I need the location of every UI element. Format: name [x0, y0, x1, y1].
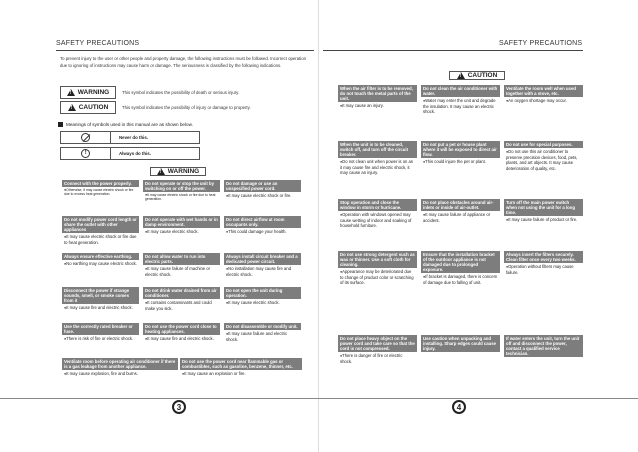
warning-bar-label: WARNING: [167, 168, 200, 175]
warning-heading: Do not modify power cord length or share the outlet with other appliances: [62, 216, 139, 233]
legend-caution: [60, 101, 300, 114]
warning-cell: [143, 323, 220, 342]
caution-description: This symbol indicates the possibility of injury or damage to property.: [122, 105, 251, 110]
warning-wide-bullet: ● It may cause an explosion or fire.: [180, 370, 302, 377]
warning-bullet: ● It may cause failure of machine or electric shock.: [143, 265, 220, 277]
caution-bullet: ● It may cause an injury.: [338, 102, 417, 109]
warning-bullet: ● It may cause electric shock or fire.: [224, 192, 301, 199]
caution-bullet: ● Do not use this air conditioner to preserve precision devices, food, pets, plants, and art objects. It may cause deterioration of quality, etc.: [504, 148, 583, 171]
warning-cell: [143, 180, 220, 201]
warning-cell: [143, 253, 220, 277]
caution-cell: [504, 85, 583, 104]
caution-heading: Always insert the filters securely. Clean filter once every two weeks.: [504, 251, 583, 263]
warning-heading: Connect with the power properly.: [62, 180, 139, 187]
warning-cell: [62, 323, 139, 342]
prohibit-icon: [81, 133, 90, 142]
caution-bar-icon: [457, 72, 465, 79]
caution-triangle-icon: [68, 104, 76, 111]
warning-cell: [224, 287, 301, 306]
intro-text: To prevent injury to the user or other people and property damage, the following instructions must be followed. Incorrect operation due to ignoring of instructions may cause harm or damage. The seriousness is classified by the following indications.: [60, 56, 307, 68]
page-header-right: SAFETY PRECAUTIONS: [499, 40, 583, 47]
warning-heading: Do not damage or use an unspecified power cord.: [224, 180, 301, 192]
caution-bullet: ● This could injure the pet or plant.: [421, 158, 500, 165]
symbol-row-always: [60, 147, 200, 160]
caution-cell: [338, 251, 417, 286]
caution-bullet: ● If bracket is damaged, there is concern of damage due to falling of unit.: [421, 273, 500, 285]
warning-cell: [62, 180, 139, 196]
warning-heading: Do not operate or stop the unit by switching on or off the power.: [143, 180, 220, 192]
meanings-title: [58, 122, 193, 127]
warning-cell: [224, 180, 301, 199]
caution-bullet: ● Operation without filters may cause failure.: [504, 263, 583, 275]
caution-heading: When the air filter is to be removed, do not touch the metal parts of the unit.: [338, 85, 417, 102]
caution-cell: [338, 141, 417, 176]
warning-wide-bullet: ● It may cause explosion, fire and burns.: [62, 370, 178, 377]
page-number-right: 4: [452, 400, 466, 414]
page-header: SAFETY PRECAUTIONS: [56, 40, 140, 47]
symbol-always-text: Always do this.: [119, 151, 151, 156]
caution-bar: [449, 71, 505, 80]
caution-bullet: ● There is danger of fire or electric shock.: [338, 352, 417, 364]
caution-bullet: ● Do not clean unit when power is on as it may cause fire and electric shock, it may cause an injury.: [338, 158, 417, 176]
warning-cell: [62, 216, 139, 245]
caution-heading: Ensure that the installation bracket of the outdoor appliance is not damaged due to prolonged exposure.: [421, 251, 500, 273]
caution-heading: Stop operation and close the window in storm or hurricane.: [338, 199, 417, 211]
caution-bullet: ● It may cause failure of product or fire.: [504, 216, 583, 223]
warning-cell: [62, 287, 139, 311]
header-rule-right: [323, 50, 583, 51]
caution-grid: [338, 85, 583, 395]
warning-wide-cell: [62, 358, 178, 377]
caution-cell: [421, 335, 500, 352]
warning-bullet: ● It may cause failure and electric shock.: [224, 330, 301, 342]
warning-heading: Do not open the unit during operation.: [224, 287, 301, 299]
warning-bullet: ● There is risk of fire or electric shock.: [62, 335, 139, 342]
warning-heading: Always ensure effective earthing.: [62, 253, 139, 260]
caution-heading: Ventilate the room well when used together with a stove, etc.: [504, 85, 583, 97]
warning-wide-heading: Do not use the power cord near flammable gas or combustibles, such as gasoline, benzene, thinner, etc.: [180, 358, 302, 370]
caution-bullet: ● It may cause failure of appliance or accident.: [421, 211, 500, 223]
warning-grid: [62, 180, 302, 395]
warning-heading: Do not direct airflow at room occupants only.: [224, 216, 301, 228]
warning-wide-heading: Ventilate room before operating air conditioner if there is a gas leakage from another appliance.: [62, 358, 178, 370]
caution-heading: If water enters the unit, turn the unit off and disconnect the power, contact a qualified service technician.: [504, 335, 583, 357]
caution-label: CAUTION: [78, 104, 109, 111]
caution-cell: [504, 335, 583, 357]
caution-heading: Do not clean the air conditioner with water.: [421, 85, 500, 97]
warning-bullet: ● It may cause electric shock or fire due to heat generation.: [143, 192, 220, 201]
caution-cell: [338, 199, 417, 229]
warning-bullet: ● This could damage your health.: [224, 228, 301, 235]
warning-heading: Do not allow water to run into electric parts.: [143, 253, 220, 265]
exclamation-icon: [81, 149, 90, 158]
caution-heading: When the unit is to be cleaned, switch off, and turn off the circuit breaker.: [338, 141, 417, 158]
warning-bullet: ● It contains contaminants and could make you sick.: [143, 299, 220, 311]
caution-heading: Do not use strong detergent such as wax or thinner. Use a soft cloth for cleaning.: [338, 251, 417, 268]
header-rule: [56, 50, 314, 51]
meanings-text: Meanings of symbols used in this manual are as shown below.: [66, 122, 193, 127]
warning-heading: Disconnect the power if strange sounds, smell, or smoke comes from it: [62, 287, 139, 304]
caution-cell: [338, 335, 417, 364]
square-bullet-icon: [58, 122, 63, 127]
symbol-row-never: [60, 131, 200, 144]
caution-heading: Turn off the main power switch when not using the unit for a long time.: [504, 199, 583, 216]
warning-bullet: ● Otherwise, it may cause electric shock or fire due to excess heat generation.: [62, 187, 139, 196]
warning-bullet: ● No installation may cause fire and electric shock.: [224, 265, 301, 277]
warning-bullet: ● It may cause electric shock or fire due to heat generation.: [62, 233, 139, 245]
warning-heading: Do not use the power cord close to heating appliances.: [143, 323, 220, 335]
warning-wide-cell: [180, 358, 302, 377]
warning-label: WARNING: [77, 89, 110, 96]
caution-bullet: ● Water may enter the unit and degrade the insulation. It may cause an electric shock.: [421, 97, 500, 115]
caution-cell: [421, 85, 500, 115]
caution-cell: [421, 141, 500, 165]
warning-bullet: ● No earthing may cause electric shock.: [62, 260, 139, 267]
warning-bullet: ● It may cause fire and electric shock.: [143, 335, 220, 342]
warning-triangle-icon: [67, 89, 75, 96]
caution-cell: [504, 199, 583, 223]
symbol-never-text: Never do this.: [119, 135, 149, 140]
warning-heading: Always install circuit breaker and a dedicated power circuit.: [224, 253, 301, 265]
caution-cell: [338, 85, 417, 109]
warning-cell: [143, 216, 220, 235]
caution-heading: Use caution when unpacking and installing. Sharp edges could cause injury.: [421, 335, 500, 352]
caution-cell: [504, 251, 583, 275]
caution-bullet: ● Operation with windows opened may cause wetting of indoor and soaking of household furniture.: [338, 211, 417, 229]
warning-description: This symbol indicates the possibility of death or serious injury.: [122, 90, 240, 95]
warning-cell: [224, 216, 301, 235]
caution-heading: Do not place heavy object on the power cord and take care so that the cord is not compressed.: [338, 335, 417, 352]
warning-bullet: ● It may cause electric shock.: [143, 228, 220, 235]
warning-cell: [62, 253, 139, 267]
legend-warning: [60, 86, 300, 99]
warning-bullet: ● It may cause electric shock.: [224, 299, 301, 306]
warning-heading: Do not disassemble or modify unit.: [224, 323, 301, 330]
warning-cell: [224, 323, 301, 342]
caution-bullet: ● An oxygen shortage may occur.: [504, 97, 583, 104]
caution-heading: Do not put a pet or house plant where it will be exposed to direct air flow.: [421, 141, 500, 158]
caution-cell: [504, 141, 583, 171]
warning-label-box: [60, 86, 116, 99]
caution-heading: Do not use for special purposes.: [504, 141, 583, 148]
warning-cell: [224, 253, 301, 277]
caution-heading: Do not place obstacles around air-inlets or inside of air-outlet.: [421, 199, 500, 211]
caution-bar-label: CAUTION: [467, 72, 498, 79]
caution-cell: [421, 251, 500, 285]
warning-cell: [143, 287, 220, 311]
footer-rule: [0, 398, 638, 399]
warning-heading: Do not operate with wet hands or in damp environment.: [143, 216, 220, 228]
page-number-left: 3: [172, 400, 186, 414]
warning-bar: [150, 167, 206, 176]
caution-label-box: [60, 101, 116, 114]
page-right: [319, 0, 638, 452]
warning-bar-icon: [157, 168, 165, 175]
caution-bullet: ● Appearance may be deteriorated due to change of product color or scratching of its surface.: [338, 268, 417, 286]
warning-bullet: ● It may cause fire and electric shock.: [62, 304, 139, 311]
caution-cell: [421, 199, 500, 223]
warning-heading: Do not drink water drained from air conditioner.: [143, 287, 220, 299]
warning-heading: Use the correctly rated breaker or fuse.: [62, 323, 139, 335]
